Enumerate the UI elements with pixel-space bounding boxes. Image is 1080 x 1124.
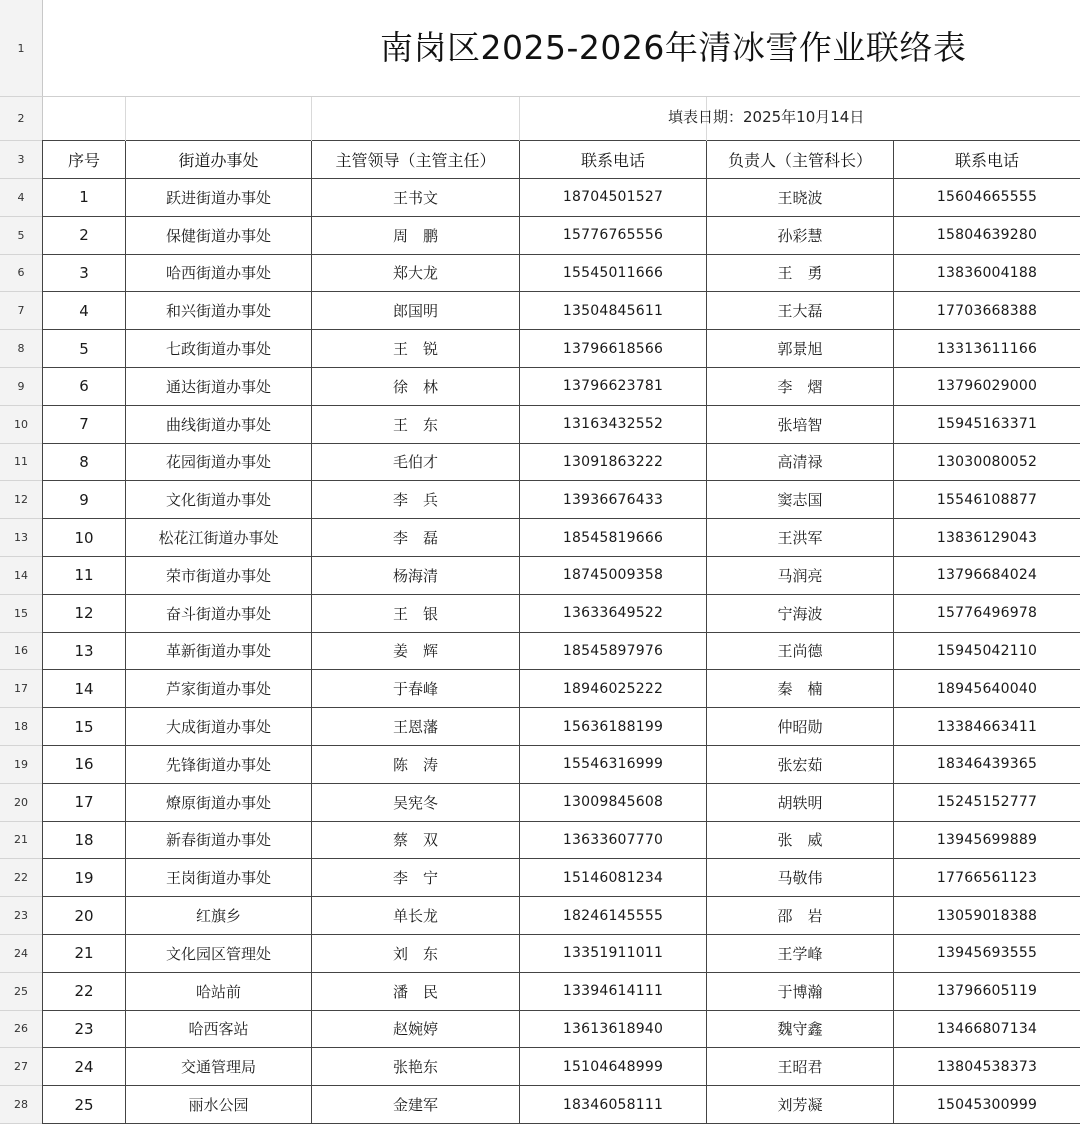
street-office-cell[interactable]: 跃进街道办事处 — [126, 179, 312, 217]
table-header — [42, 141, 1080, 179]
person-phone-cell[interactable]: 15804639280 — [894, 217, 1080, 255]
leader-phone-cell[interactable]: 18704501527 — [520, 179, 707, 217]
street-office-cell[interactable]: 新春街道办事处 — [126, 822, 312, 860]
table-row — [42, 292, 1080, 330]
person-cell[interactable]: 刘芳凝 — [707, 1086, 894, 1124]
person-cell[interactable]: 魏守鑫 — [707, 1011, 894, 1049]
person-phone-cell[interactable]: 13945693555 — [894, 935, 1080, 973]
leader-phone-cell[interactable]: 13613618940 — [520, 1011, 707, 1049]
person-phone-cell[interactable]: 13384663411 — [894, 708, 1080, 746]
street-office-cell[interactable]: 哈西街道办事处 — [126, 255, 312, 293]
table-row — [42, 708, 1080, 746]
table-row — [42, 179, 1080, 217]
row-number[interactable]: 2 — [0, 97, 42, 141]
person-phone-cell[interactable]: 15945042110 — [894, 633, 1080, 671]
street-office-cell[interactable]: 哈西客站 — [126, 1011, 312, 1049]
seq-cell[interactable]: 2 — [42, 217, 126, 255]
row-number[interactable]: 11 — [0, 444, 42, 482]
person-phone-cell[interactable]: 13030080052 — [894, 444, 1080, 482]
street-office-cell[interactable]: 保健街道办事处 — [126, 217, 312, 255]
person-cell[interactable]: 王 勇 — [707, 255, 894, 293]
person-cell[interactable]: 秦 楠 — [707, 670, 894, 708]
row-number[interactable]: 4 — [0, 179, 42, 217]
leader-phone-cell[interactable]: 13091863222 — [520, 444, 707, 482]
seq-cell[interactable]: 18 — [42, 822, 126, 860]
row-number[interactable]: 5 — [0, 217, 42, 255]
leader-phone-cell[interactable]: 18745009358 — [520, 557, 707, 595]
person-cell[interactable]: 马敬伟 — [707, 859, 894, 897]
seq-cell[interactable]: 3 — [42, 255, 126, 293]
seq-cell[interactable]: 16 — [42, 746, 126, 784]
header-person-in-charge[interactable]: 负责人（主管科长） — [707, 141, 894, 179]
seq-cell[interactable]: 6 — [42, 368, 126, 406]
leader-cell[interactable]: 单长龙 — [312, 897, 520, 935]
leader-phone-cell[interactable]: 15545011666 — [520, 255, 707, 293]
row-number[interactable]: 15 — [0, 595, 42, 633]
leader-phone-cell[interactable]: 13633607770 — [520, 822, 707, 860]
seq-cell[interactable]: 15 — [42, 708, 126, 746]
leader-cell[interactable]: 郑大龙 — [312, 255, 520, 293]
street-office-cell[interactable]: 七政街道办事处 — [126, 330, 312, 368]
seq-cell[interactable]: 19 — [42, 859, 126, 897]
row-number[interactable]: 25 — [0, 973, 42, 1011]
person-phone-cell[interactable]: 13796605119 — [894, 973, 1080, 1011]
leader-cell[interactable]: 陈 涛 — [312, 746, 520, 784]
leader-phone-cell[interactable]: 13633649522 — [520, 595, 707, 633]
leader-cell[interactable]: 徐 林 — [312, 368, 520, 406]
street-office-cell[interactable]: 交通管理局 — [126, 1048, 312, 1086]
street-office-cell[interactable]: 荣市街道办事处 — [126, 557, 312, 595]
person-phone-cell[interactable]: 13313611166 — [894, 330, 1080, 368]
leader-phone-cell[interactable]: 13351911011 — [520, 935, 707, 973]
table-row — [42, 822, 1080, 860]
table-row — [42, 368, 1080, 406]
header-seq[interactable]: 序号 — [42, 141, 126, 179]
person-cell[interactable]: 王晓波 — [707, 179, 894, 217]
person-phone-cell[interactable]: 18945640040 — [894, 670, 1080, 708]
street-office-cell[interactable]: 哈站前 — [126, 973, 312, 1011]
table-row — [42, 746, 1080, 784]
row-number[interactable]: 7 — [0, 292, 42, 330]
person-cell[interactable]: 邵 岩 — [707, 897, 894, 935]
person-phone-cell[interactable]: 13796684024 — [894, 557, 1080, 595]
person-cell[interactable]: 宁海波 — [707, 595, 894, 633]
title-row[interactable] — [42, 0, 1080, 97]
leader-phone-cell[interactable]: 18946025222 — [520, 670, 707, 708]
fill-date: 填表日期：2025年10月14日 — [668, 108, 865, 126]
leader-phone-cell[interactable]: 15776765556 — [520, 217, 707, 255]
leader-phone-cell[interactable]: 18545897976 — [520, 633, 707, 671]
person-phone-cell[interactable]: 13059018388 — [894, 897, 1080, 935]
seq-cell[interactable]: 8 — [42, 444, 126, 482]
row-number[interactable]: 26 — [0, 1011, 42, 1049]
leader-cell[interactable]: 吴宪冬 — [312, 784, 520, 822]
street-office-cell[interactable]: 文化园区管理处 — [126, 935, 312, 973]
table-row — [42, 859, 1080, 897]
leader-phone-cell[interactable]: 15546316999 — [520, 746, 707, 784]
table-row — [42, 330, 1080, 368]
leader-cell[interactable]: 金建军 — [312, 1086, 520, 1124]
person-cell[interactable]: 于博瀚 — [707, 973, 894, 1011]
street-office-cell[interactable]: 大成街道办事处 — [126, 708, 312, 746]
seq-cell[interactable]: 1 — [42, 179, 126, 217]
table-row — [42, 897, 1080, 935]
seq-cell[interactable]: 9 — [42, 481, 126, 519]
table-row — [42, 481, 1080, 519]
leader-phone-cell[interactable]: 18545819666 — [520, 519, 707, 557]
person-cell[interactable]: 张 威 — [707, 822, 894, 860]
person-cell[interactable]: 孙彩慧 — [707, 217, 894, 255]
person-phone-cell[interactable]: 13945699889 — [894, 822, 1080, 860]
person-phone-cell[interactable]: 15546108877 — [894, 481, 1080, 519]
leader-phone-cell[interactable]: 13936676433 — [520, 481, 707, 519]
table-row — [42, 444, 1080, 482]
person-phone-cell[interactable]: 13804538373 — [894, 1048, 1080, 1086]
header-leader-phone[interactable]: 联系电话 — [520, 141, 707, 179]
person-phone-cell[interactable]: 17703668388 — [894, 292, 1080, 330]
seq-cell[interactable]: 23 — [42, 1011, 126, 1049]
seq-cell[interactable]: 13 — [42, 633, 126, 671]
leader-cell[interactable]: 李 宁 — [312, 859, 520, 897]
street-office-cell[interactable]: 曲线街道办事处 — [126, 406, 312, 444]
seq-cell[interactable]: 24 — [42, 1048, 126, 1086]
row-number[interactable]: 21 — [0, 822, 42, 860]
leader-cell[interactable]: 杨海清 — [312, 557, 520, 595]
seq-cell[interactable]: 20 — [42, 897, 126, 935]
leader-phone-cell[interactable]: 13394614111 — [520, 973, 707, 1011]
leader-phone-cell[interactable]: 13163432552 — [520, 406, 707, 444]
seq-cell[interactable]: 11 — [42, 557, 126, 595]
header-street-office[interactable]: 街道办事处 — [126, 141, 312, 179]
leader-phone-cell[interactable]: 13504845611 — [520, 292, 707, 330]
leader-cell[interactable]: 王书文 — [312, 179, 520, 217]
row-number[interactable]: 28 — [0, 1086, 42, 1124]
street-office-cell[interactable]: 文化街道办事处 — [126, 481, 312, 519]
street-office-cell[interactable]: 燎原街道办事处 — [126, 784, 312, 822]
table-row — [42, 519, 1080, 557]
table-row — [42, 973, 1080, 1011]
leader-cell[interactable]: 于春峰 — [312, 670, 520, 708]
leader-cell[interactable]: 刘 东 — [312, 935, 520, 973]
person-cell[interactable]: 王尚德 — [707, 633, 894, 671]
street-office-cell[interactable]: 和兴街道办事处 — [126, 292, 312, 330]
row-number[interactable]: 22 — [0, 859, 42, 897]
header-leader[interactable]: 主管领导（主管主任） — [312, 141, 520, 179]
person-cell[interactable]: 仲昭勋 — [707, 708, 894, 746]
street-office-cell[interactable]: 红旗乡 — [126, 897, 312, 935]
cell[interactable] — [126, 97, 312, 141]
street-office-cell[interactable]: 花园街道办事处 — [126, 444, 312, 482]
leader-phone-cell[interactable]: 13009845608 — [520, 784, 707, 822]
cell[interactable] — [312, 97, 520, 141]
table-row — [42, 670, 1080, 708]
row-number[interactable]: 16 — [0, 633, 42, 671]
seq-cell[interactable]: 21 — [42, 935, 126, 973]
person-phone-cell[interactable]: 15245152777 — [894, 784, 1080, 822]
seq-cell[interactable]: 12 — [42, 595, 126, 633]
person-phone-cell[interactable]: 13836129043 — [894, 519, 1080, 557]
person-cell[interactable]: 王洪军 — [707, 519, 894, 557]
row-number[interactable]: 6 — [0, 255, 42, 293]
row-number[interactable]: 19 — [0, 746, 42, 784]
person-phone-cell[interactable]: 18346439365 — [894, 746, 1080, 784]
seq-cell[interactable]: 4 — [42, 292, 126, 330]
street-office-cell[interactable]: 王岗街道办事处 — [126, 859, 312, 897]
person-cell[interactable]: 张培智 — [707, 406, 894, 444]
leader-phone-cell[interactable]: 18246145555 — [520, 897, 707, 935]
person-cell[interactable]: 胡轶明 — [707, 784, 894, 822]
leader-cell[interactable]: 王恩藩 — [312, 708, 520, 746]
row-number[interactable]: 13 — [0, 519, 42, 557]
cell[interactable] — [42, 97, 126, 141]
person-cell[interactable]: 高清禄 — [707, 444, 894, 482]
table-row — [42, 1011, 1080, 1049]
row-number[interactable]: 9 — [0, 368, 42, 406]
person-cell[interactable]: 王大磊 — [707, 292, 894, 330]
leader-cell[interactable]: 张艳东 — [312, 1048, 520, 1086]
row-number[interactable]: 1 — [0, 0, 42, 97]
street-office-cell[interactable]: 通达街道办事处 — [126, 368, 312, 406]
sheet-title: 南岗区2025-2026年清冰雪作业联络表 — [380, 28, 967, 67]
row-number[interactable]: 27 — [0, 1048, 42, 1086]
seq-cell[interactable]: 10 — [42, 519, 126, 557]
leader-cell[interactable]: 姜 辉 — [312, 633, 520, 671]
person-cell[interactable]: 马润亮 — [707, 557, 894, 595]
leader-phone-cell[interactable]: 13796623781 — [520, 368, 707, 406]
person-phone-cell[interactable]: 13796029000 — [894, 368, 1080, 406]
seq-cell[interactable]: 22 — [42, 973, 126, 1011]
row-number[interactable]: 24 — [0, 935, 42, 973]
seq-cell[interactable]: 25 — [42, 1086, 126, 1124]
leader-phone-cell[interactable]: 15104648999 — [520, 1048, 707, 1086]
table-row — [42, 595, 1080, 633]
seq-cell[interactable]: 5 — [42, 330, 126, 368]
person-phone-cell[interactable]: 13466807134 — [894, 1011, 1080, 1049]
street-office-cell[interactable]: 奋斗街道办事处 — [126, 595, 312, 633]
seq-cell[interactable]: 17 — [42, 784, 126, 822]
person-cell[interactable]: 窦志国 — [707, 481, 894, 519]
person-cell[interactable]: 郭景旭 — [707, 330, 894, 368]
leader-cell[interactable]: 王 东 — [312, 406, 520, 444]
person-phone-cell[interactable]: 15604665555 — [894, 179, 1080, 217]
leader-cell[interactable]: 李 兵 — [312, 481, 520, 519]
person-phone-cell[interactable]: 17766561123 — [894, 859, 1080, 897]
leader-cell[interactable]: 周 鹏 — [312, 217, 520, 255]
row-number[interactable]: 10 — [0, 406, 42, 444]
row-number-gutter — [0, 0, 43, 1124]
leader-cell[interactable]: 郎国明 — [312, 292, 520, 330]
row-number[interactable]: 8 — [0, 330, 42, 368]
leader-cell[interactable]: 赵婉婷 — [312, 1011, 520, 1049]
date-row — [42, 97, 1080, 141]
table-row — [42, 557, 1080, 595]
person-cell[interactable]: 王学峰 — [707, 935, 894, 973]
street-office-cell[interactable]: 丽水公园 — [126, 1086, 312, 1124]
row-number[interactable]: 14 — [0, 557, 42, 595]
row-number[interactable]: 12 — [0, 481, 42, 519]
table-row — [42, 784, 1080, 822]
person-cell[interactable]: 王昭君 — [707, 1048, 894, 1086]
leader-phone-cell[interactable]: 18346058111 — [520, 1086, 707, 1124]
leader-phone-cell[interactable]: 13796618566 — [520, 330, 707, 368]
row-number[interactable]: 18 — [0, 708, 42, 746]
person-phone-cell[interactable]: 15945163371 — [894, 406, 1080, 444]
table-row — [42, 255, 1080, 293]
person-cell[interactable]: 李 熠 — [707, 368, 894, 406]
person-phone-cell[interactable]: 13836004188 — [894, 255, 1080, 293]
seq-cell[interactable]: 7 — [42, 406, 126, 444]
leader-cell[interactable]: 潘 民 — [312, 973, 520, 1011]
row-number[interactable]: 23 — [0, 897, 42, 935]
leader-phone-cell[interactable]: 15146081234 — [520, 859, 707, 897]
row-number[interactable]: 17 — [0, 670, 42, 708]
street-office-cell[interactable]: 革新街道办事处 — [126, 633, 312, 671]
street-office-cell[interactable]: 芦家街道办事处 — [126, 670, 312, 708]
leader-cell[interactable]: 李 磊 — [312, 519, 520, 557]
street-office-cell[interactable]: 松花江街道办事处 — [126, 519, 312, 557]
leader-cell[interactable]: 王 锐 — [312, 330, 520, 368]
person-phone-cell[interactable]: 15045300999 — [894, 1086, 1080, 1124]
seq-cell[interactable]: 14 — [42, 670, 126, 708]
leader-cell[interactable]: 毛伯才 — [312, 444, 520, 482]
row-number[interactable]: 3 — [0, 141, 42, 179]
table-row — [42, 935, 1080, 973]
person-phone-cell[interactable]: 15776496978 — [894, 595, 1080, 633]
header-person-phone[interactable]: 联系电话 — [894, 141, 1080, 179]
table-row — [42, 1048, 1080, 1086]
table-row — [42, 1086, 1080, 1124]
leader-cell[interactable]: 蔡 双 — [312, 822, 520, 860]
row-number[interactable]: 20 — [0, 784, 42, 822]
table-row — [42, 633, 1080, 671]
table-row — [42, 406, 1080, 444]
person-cell[interactable]: 张宏茹 — [707, 746, 894, 784]
leader-cell[interactable]: 王 银 — [312, 595, 520, 633]
table-row — [42, 217, 1080, 255]
street-office-cell[interactable]: 先锋街道办事处 — [126, 746, 312, 784]
leader-phone-cell[interactable]: 15636188199 — [520, 708, 707, 746]
